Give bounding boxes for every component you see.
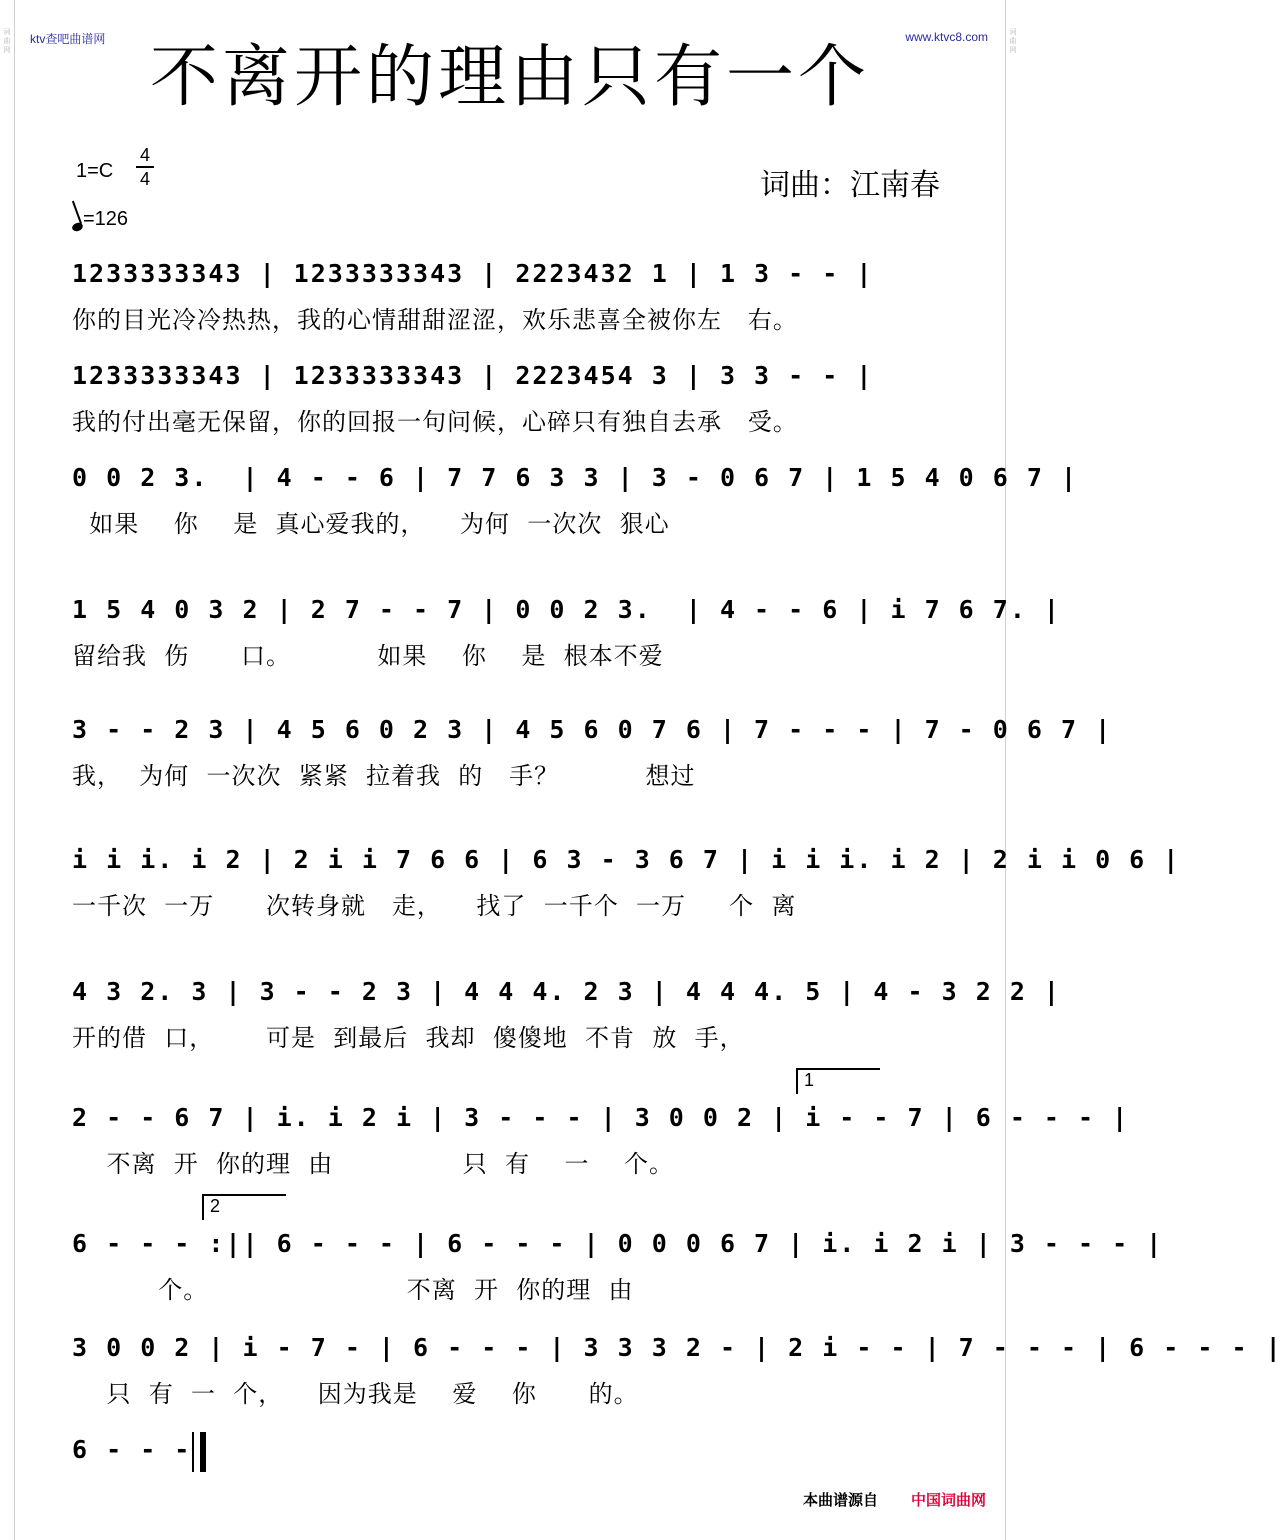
- notation-line: i i i. i 2 | 2 i i 7 6 6 | 6 3 - 3 6 7 | i i i. i 2 | 2 i i 0 6 |: [72, 845, 1181, 874]
- notation-line: 0 0 2 3. | 4 - - 6 | 7 7 6 3 3 | 3 - 0 6 7 | 1 5 4 0 6 7 |: [72, 463, 1079, 492]
- notation-line: 6 - - -: [72, 1435, 192, 1464]
- notation-line: 4 3 2. 3 | 3 - - 2 3 | 4 4 4. 2 3 | 4 4 4. 5 | 4 - 3 2 2 |: [72, 977, 1061, 1006]
- left-watermark-strip: [0, 0, 15, 1540]
- lyric-line: 如果 你 是 真心爱我的， 为何 一次次 狠心: [72, 510, 670, 538]
- volta-second-ending: 2: [202, 1194, 286, 1220]
- tempo-value: =126: [83, 208, 129, 230]
- final-barline-thick: [200, 1432, 206, 1472]
- tempo-marking: [72, 208, 128, 231]
- footer-site-link[interactable]: 中国词曲网: [910, 1491, 986, 1509]
- notation-line: 1233333343 | 1233333343 | 2223432 1 | 1 3 - - |: [72, 259, 874, 288]
- watermark-text: 词 曲 网: [3, 28, 11, 54]
- lyric-line: 只 有 一 个， 因为我是 爱 你 的。: [72, 1380, 639, 1408]
- notation-line: 3 0 0 2 | i - 7 - | 6 - - - | 3 3 3 2 - | 2 i - - | 7 - - - | 6 - - - |: [72, 1333, 1283, 1362]
- lyric-line: 一千次 一万 次转身就 走， 找了 一千个 一万 个 离: [72, 892, 797, 920]
- time-signature-top: 4: [139, 145, 150, 165]
- final-barline-thin: [192, 1432, 194, 1472]
- lyric-line: 个。 不离 开 你的理 由: [72, 1276, 634, 1304]
- notation-line: 3 - - 2 3 | 4 5 6 0 2 3 | 4 5 6 0 7 6 | 7 - - - | 7 - 0 6 7 |: [72, 715, 1113, 744]
- footer-source-label: 本曲谱源自: [802, 1491, 878, 1509]
- site-left-link[interactable]: ktv查吧曲谱网: [30, 32, 106, 46]
- song-title: 不离开的理由只有一个: [149, 38, 870, 117]
- lyric-line: 我的付出毫无保留，你的回报一句问候，心碎只有独自去承 受。: [72, 408, 798, 436]
- notation-line: 2 - - 6 7 | i. i 2 i | 3 - - - | 3 0 0 2 | i - - 7 | 6 - - - |: [72, 1103, 1130, 1132]
- quarter-note-icon: [71, 221, 84, 232]
- lyric-line: 开的借 口， 可是 到最后 我却 傻傻地 不肯 放 手，: [72, 1024, 745, 1052]
- time-signature-bottom: 4: [139, 169, 150, 189]
- watermark-text: 词 曲 网: [1009, 28, 1017, 54]
- notation-line: 1 5 4 0 3 2 | 2 7 - - 7 | 0 0 2 3. | 4 - - 6 | i 7 6 7. |: [72, 595, 1061, 624]
- notation-line: 1233333343 | 1233333343 | 2223454 3 | 3 3 - - |: [72, 361, 874, 390]
- notation-line: 6 - - - :|| 6 - - - | 6 - - - | 0 0 0 6 7 | i. i 2 i | 3 - - - |: [72, 1229, 1164, 1258]
- lyric-line: 留给我 伤 口。 如果 你 是 根本不爱: [72, 642, 664, 670]
- time-signature: [136, 146, 154, 188]
- lyric-line: 你的目光冷冷热热，我的心情甜甜涩涩，欢乐悲喜全被你左 右。: [72, 306, 798, 334]
- site-right-link[interactable]: www.ktvc8.com: [905, 30, 988, 44]
- lyric-line: 不离 开 你的理 由 只 有 一 个。: [72, 1150, 675, 1178]
- credits: 词曲：江南春: [760, 168, 940, 203]
- right-watermark-strip: [1005, 0, 1020, 1540]
- lyric-line: 我， 为何 一次次 紧紧 拉着我 的 手？ 想过: [72, 762, 696, 790]
- volta-first-ending: 1: [796, 1068, 880, 1094]
- key-signature: 1=C: [76, 160, 114, 182]
